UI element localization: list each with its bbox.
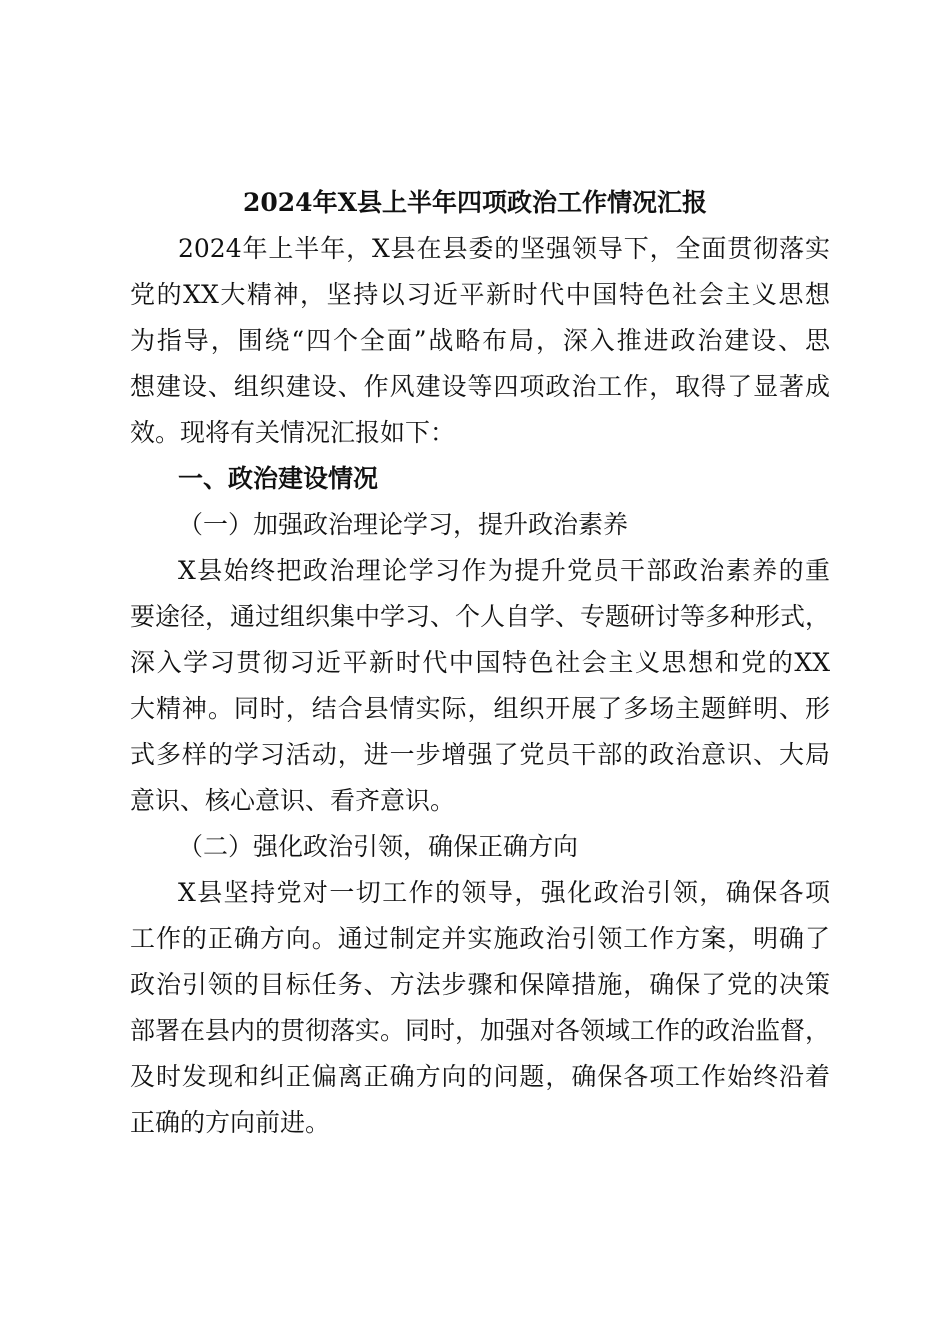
sub2-line-6: 正确的方向前进。 xyxy=(130,1108,331,1137)
sub2-line-1: X县坚持党对一切工作的领导，强化政治引领，确保各项 xyxy=(178,878,830,907)
intro-line-1: 2024年上半年，X县在县委的坚强领导下，全面贯彻落实 xyxy=(178,234,830,263)
sub1-line-1: X县始终把政治理论学习作为提升党员干部政治素养的重 xyxy=(178,556,830,585)
sub1-line-3: 深入学习贯彻习近平新时代中国特色社会主义思想和党的XX xyxy=(130,648,830,677)
subsection-heading-1: （一）加强政治理论学习，提升政治素养 xyxy=(178,510,629,539)
sub1-line-6: 意识、核心意识、看齐意识。 xyxy=(130,786,456,815)
section-heading: 一、政治建设情况 xyxy=(178,464,379,493)
document-title: 2024年X县上半年四项政治工作情况汇报 xyxy=(243,188,707,217)
sub1-line-5: 式多样的学习活动，进一步增强了党员干部的政治意识、大局 xyxy=(130,740,830,769)
sub2-line-2: 工作的正确方向。通过制定并实施政治引领工作方案，明确了 xyxy=(130,924,830,953)
intro-line-5: 效。现将有关情况汇报如下： xyxy=(130,418,456,447)
intro-line-2: 党的XX大精神，坚持以习近平新时代中国特色社会主义思想 xyxy=(130,280,830,309)
sub1-line-4: 大精神。同时，结合县情实际，组织开展了多场主题鲜明、形 xyxy=(130,694,830,723)
subsection-heading-2: （二）强化政治引领，确保正确方向 xyxy=(178,832,579,861)
sub2-line-5: 及时发现和纠正偏离正确方向的问题，确保各项工作始终沿着 xyxy=(130,1062,830,1091)
sub2-line-4: 部署在县内的贯彻落实。同时，加强对各领域工作的政治监督， xyxy=(130,1016,831,1045)
sub1-line-2: 要途径，通过组织集中学习、个人自学、专题研讨等多种形式， xyxy=(130,602,831,631)
sub2-line-3: 政治引领的目标任务、方法步骤和保障措施，确保了党的决策 xyxy=(130,970,830,999)
intro-line-4: 想建设、组织建设、作风建设等四项政治工作，取得了显著成 xyxy=(130,372,830,401)
intro-line-3: 为指导，围绕“四个全面”战略布局，深入推进政治建设、思 xyxy=(130,326,830,355)
